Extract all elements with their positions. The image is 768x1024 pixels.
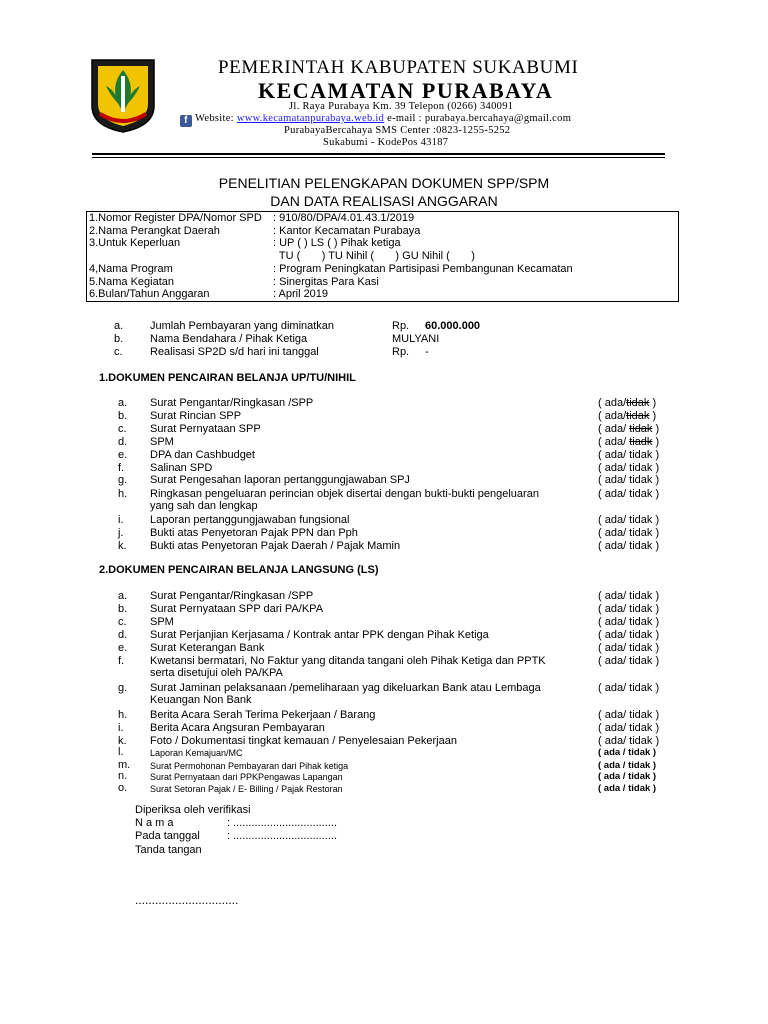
status-text: ( ada/	[598, 423, 630, 435]
list-item-letter: m.	[118, 759, 131, 771]
website-label: Website:	[195, 113, 234, 124]
availability-status[interactable]: ( ada/ tidak )	[598, 603, 660, 615]
info-value: : 910/80/DPA/4.01.43.1/2019	[273, 212, 415, 224]
list-item-letter: i.	[118, 722, 124, 734]
list-item: Berita Acara Serah Terima Pekerjaan / Barang	[150, 709, 376, 721]
document-title-line2: DAN DATA REALISASI ANGGARAN	[270, 193, 498, 209]
info-row	[87, 237, 679, 250]
status-struck-option: tidak	[626, 410, 650, 422]
header-email: e-mail : purabaya.bercahaya@gmail.com	[387, 113, 572, 124]
list-item: Bukti atas Penyetoran Pajak Daerah / Pajak Mamin	[150, 540, 401, 552]
info-row	[87, 225, 679, 238]
availability-status[interactable]	[598, 410, 656, 422]
list-item: Ringkasan pengeluaran perincian objek disertai dengan bukti-bukti pengeluaran	[150, 488, 539, 500]
availability-status[interactable]	[598, 397, 656, 409]
availability-status[interactable]	[598, 474, 659, 486]
info-key: 5.Nama Kegiatan	[89, 275, 174, 288]
status-text: ( ada/ tidak )	[598, 462, 660, 474]
verification-title: Diperiksa oleh verifikasi	[135, 804, 251, 816]
availability-status[interactable]	[598, 436, 659, 448]
list-item: Surat Jaminan pelaksanaan /pemeliharaan yag dikeluarkan Bank atau Lembaga	[150, 682, 541, 694]
list-item-letter: e.	[118, 642, 128, 654]
status-text: ( ada/	[598, 436, 630, 448]
header-address: Jl. Raya Purabaya Km. 39 Telepon (0266) 340091	[289, 101, 514, 112]
status-text: ( ada/ tidak )	[598, 514, 660, 526]
header-postal: Sukabumi - KodePos 43187	[323, 137, 449, 148]
list-item-letter: f.	[118, 655, 125, 667]
summary-letter: c.	[114, 346, 123, 358]
list-item: Surat Pengantar/Ringkasan /SPP	[150, 590, 314, 602]
summary-prefix: Rp.	[392, 346, 410, 358]
list-item: Surat Perjanjian Kerjasama / Kontrak antar PPK dengan Pihak Ketiga	[150, 629, 489, 641]
availability-status[interactable]: ( ada/ tidak )	[598, 642, 660, 654]
list-item: Surat Setoran Pajak / E- Billing / Pajak Restoran	[150, 784, 343, 794]
summary-value: 60.000.000	[425, 320, 481, 332]
info-key: 6.Bulan/Tahun Anggaran	[89, 288, 210, 301]
summary-letter: a.	[114, 320, 124, 332]
document-title-line1: PENELITIAN PELENGKAPAN DOKUMEN SPP/SPM	[218, 175, 550, 191]
list-item-letter: g.	[118, 474, 128, 486]
info-row	[87, 212, 679, 225]
list-item-continued: serta disetujui oleh PA/KPA	[150, 667, 283, 679]
info-row	[87, 288, 679, 301]
list-item: Surat Pernyataan dari PPKPengawas Lapangan	[150, 772, 343, 782]
availability-status[interactable]: ( ada/ tidak )	[598, 590, 660, 602]
list-item-letter: b.	[118, 410, 128, 422]
list-item-letter: c.	[118, 423, 127, 435]
status-text: ( ada/ tidak )	[598, 474, 660, 486]
status-text: ( ada/ tidak )	[598, 540, 660, 552]
availability-status[interactable]	[598, 449, 659, 461]
list-item-letter: k.	[118, 735, 127, 747]
list-item-letter: b.	[118, 603, 128, 615]
info-key	[87, 250, 272, 263]
summary-letter: b.	[114, 333, 124, 345]
availability-status[interactable]	[598, 540, 659, 552]
list-item-letter: c.	[118, 616, 127, 628]
list-item: Salinan SPD	[150, 462, 213, 474]
info-value: : April 2019	[273, 288, 329, 301]
list-item-letter: j.	[118, 527, 124, 539]
register-info-table	[86, 211, 679, 302]
availability-status[interactable]: ( ada/ tidak )	[598, 616, 660, 628]
list-item-letter: n.	[118, 770, 128, 782]
verification-sign-label: Tanda tangan	[135, 844, 202, 856]
header-sms: PurabayaBercahaya SMS Center :0823-1255-5252	[284, 125, 511, 136]
info-value: : Kantor Kecamatan Purabaya	[273, 224, 421, 237]
list-item: Surat Keterangan Bank	[150, 642, 265, 654]
availability-status[interactable]	[598, 514, 659, 526]
availability-status[interactable]: ( ada/ tidak )	[598, 682, 660, 694]
list-item-letter: h.	[118, 488, 128, 500]
list-item-letter: d.	[118, 629, 128, 641]
list-item-letter: o.	[118, 782, 128, 794]
list-item-continued: Keuangan Non Bank	[150, 694, 252, 706]
verification-name-label: N a m a	[135, 817, 174, 829]
section1-title: 1.DOKUMEN PENCAIRAN BELANJA UP/TU/NIHIL	[99, 372, 356, 384]
section2-title: 2.DOKUMEN PENCAIRAN BELANJA LANGSUNG (LS)	[99, 564, 379, 576]
list-item-letter: a.	[118, 397, 128, 409]
list-item: Surat Permohonan Pembayaran dari Pihak ketiga	[150, 761, 349, 771]
verification-date-field[interactable]: : ..................................	[227, 830, 338, 842]
status-close: )	[652, 436, 660, 448]
kabupaten-logo	[88, 56, 158, 134]
status-struck-option: tiadk	[629, 436, 653, 448]
availability-status[interactable]: ( ada/ tidak )	[598, 655, 660, 667]
list-item: Laporan pertanggungjawaban fungsional	[150, 514, 350, 526]
list-item: Surat Pernyataan SPP	[150, 423, 261, 435]
availability-status[interactable]: ( ada / tidak )	[598, 783, 657, 794]
status-text: ( ada/	[598, 410, 627, 422]
list-item: Laporan Kemajuan/MC	[150, 748, 243, 758]
info-value: : Program Peningkatan Partisipasi Pembangunan Kecamatan	[273, 262, 573, 275]
summary-value: MULYANI	[392, 333, 440, 345]
availability-status[interactable]: ( ada/ tidak )	[598, 722, 660, 734]
list-item: DPA dan Cashbudget	[150, 449, 255, 461]
status-close: )	[649, 410, 657, 422]
availability-status[interactable]: ( ada/ tidak )	[598, 735, 660, 747]
verification-name-field[interactable]: : ..................................	[227, 817, 338, 829]
header-divider-thick	[92, 153, 665, 155]
availability-status[interactable]: ( ada/ tidak )	[598, 709, 660, 721]
list-item: SPM	[150, 436, 174, 448]
availability-status[interactable]: ( ada / tidak )	[598, 760, 657, 771]
signature-line[interactable]: ...............................	[135, 893, 239, 907]
info-key: 3.Untuk Keperluan	[89, 237, 181, 250]
info-key: 1.Nomor Register DPA/Nomor SPD	[89, 212, 262, 224]
list-item-letter: l.	[118, 746, 124, 758]
list-item: SPM	[150, 616, 174, 628]
header-district: KECAMATAN PURABAYA	[258, 78, 554, 103]
status-close: )	[652, 423, 660, 435]
verification-date-label: Pada tanggal	[135, 830, 200, 842]
list-item-letter: d.	[118, 436, 128, 448]
status-text: ( ada/ tidak )	[598, 527, 660, 539]
header-government: PEMERINTAH KABUPATEN SUKABUMI	[218, 57, 579, 78]
info-value: : UP ( ) LS ( ) Pihak ketiga	[273, 237, 401, 250]
list-item-letter: i.	[118, 514, 124, 526]
info-row	[87, 276, 679, 289]
header-divider-thin	[92, 157, 665, 158]
info-row	[87, 250, 679, 263]
availability-status[interactable]	[598, 527, 659, 539]
list-item-letter: k.	[118, 540, 127, 552]
availability-status[interactable]	[598, 488, 659, 500]
status-text: ( ada/ tidak )	[598, 449, 660, 461]
list-item: Surat Rincian SPP	[150, 410, 242, 422]
list-item: Foto / Dokumentasi tingkat kemauan / Penyelesaian Pekerjaan	[150, 735, 457, 747]
summary-label: Jumlah Pembayaran yang diminatkan	[150, 320, 335, 332]
status-struck-option: tidak	[626, 397, 650, 409]
list-item: Surat Pengesahan laporan pertanggungjawaban SPJ	[150, 474, 410, 486]
summary-label: Realisasi SP2D s/d hari ini tanggal	[150, 346, 319, 358]
info-value: TU ( ) TU Nihil ( ) GU Nihil ( )	[273, 250, 475, 263]
availability-status[interactable]	[598, 423, 659, 435]
list-item: Bukti atas Penyetoran Pajak PPN dan Pph	[150, 527, 358, 539]
list-item-letter: h.	[118, 709, 128, 721]
info-value: : Sinergitas Para Kasi	[273, 275, 379, 288]
facebook-icon: f	[180, 115, 192, 127]
status-close: )	[649, 397, 657, 409]
info-row	[87, 263, 679, 276]
availability-status[interactable]: ( ada/ tidak )	[598, 629, 660, 641]
list-item-letter: g.	[118, 682, 128, 694]
availability-status[interactable]: ( ada / tidak )	[598, 771, 657, 782]
list-item: Kwetansi bermatari, No Faktur yang ditanda tangani oleh Pihak Ketiga dan PPTK	[150, 655, 546, 667]
list-item: Surat Pengantar/Ringkasan /SPP	[150, 397, 314, 409]
status-struck-option: tidak	[629, 423, 653, 435]
list-item: Berita Acara Angsuran Pembayaran	[150, 722, 325, 734]
summary-label: Nama Bendahara / Pihak Ketiga	[150, 333, 308, 345]
list-item-letter: a.	[118, 590, 128, 602]
summary-value: -	[425, 346, 429, 358]
availability-status[interactable]: ( ada / tidak )	[598, 747, 657, 758]
summary-prefix: Rp.	[392, 320, 410, 332]
status-text: ( ada/	[598, 397, 627, 409]
info-key: 4,Nama Program	[89, 262, 173, 275]
info-key: 2.Nama Perangkat Daerah	[89, 224, 220, 237]
website-link[interactable]: www.kecamatanpurabaya.web.id	[236, 113, 385, 124]
list-item: Surat Pernyataan SPP dari PA/KPA	[150, 603, 324, 615]
availability-status[interactable]	[598, 462, 659, 474]
list-item-continued: yang sah dan lengkap	[150, 500, 258, 512]
list-item-letter: f.	[118, 462, 125, 474]
list-item-letter: e.	[118, 449, 128, 461]
status-text: ( ada/ tidak )	[598, 488, 660, 500]
